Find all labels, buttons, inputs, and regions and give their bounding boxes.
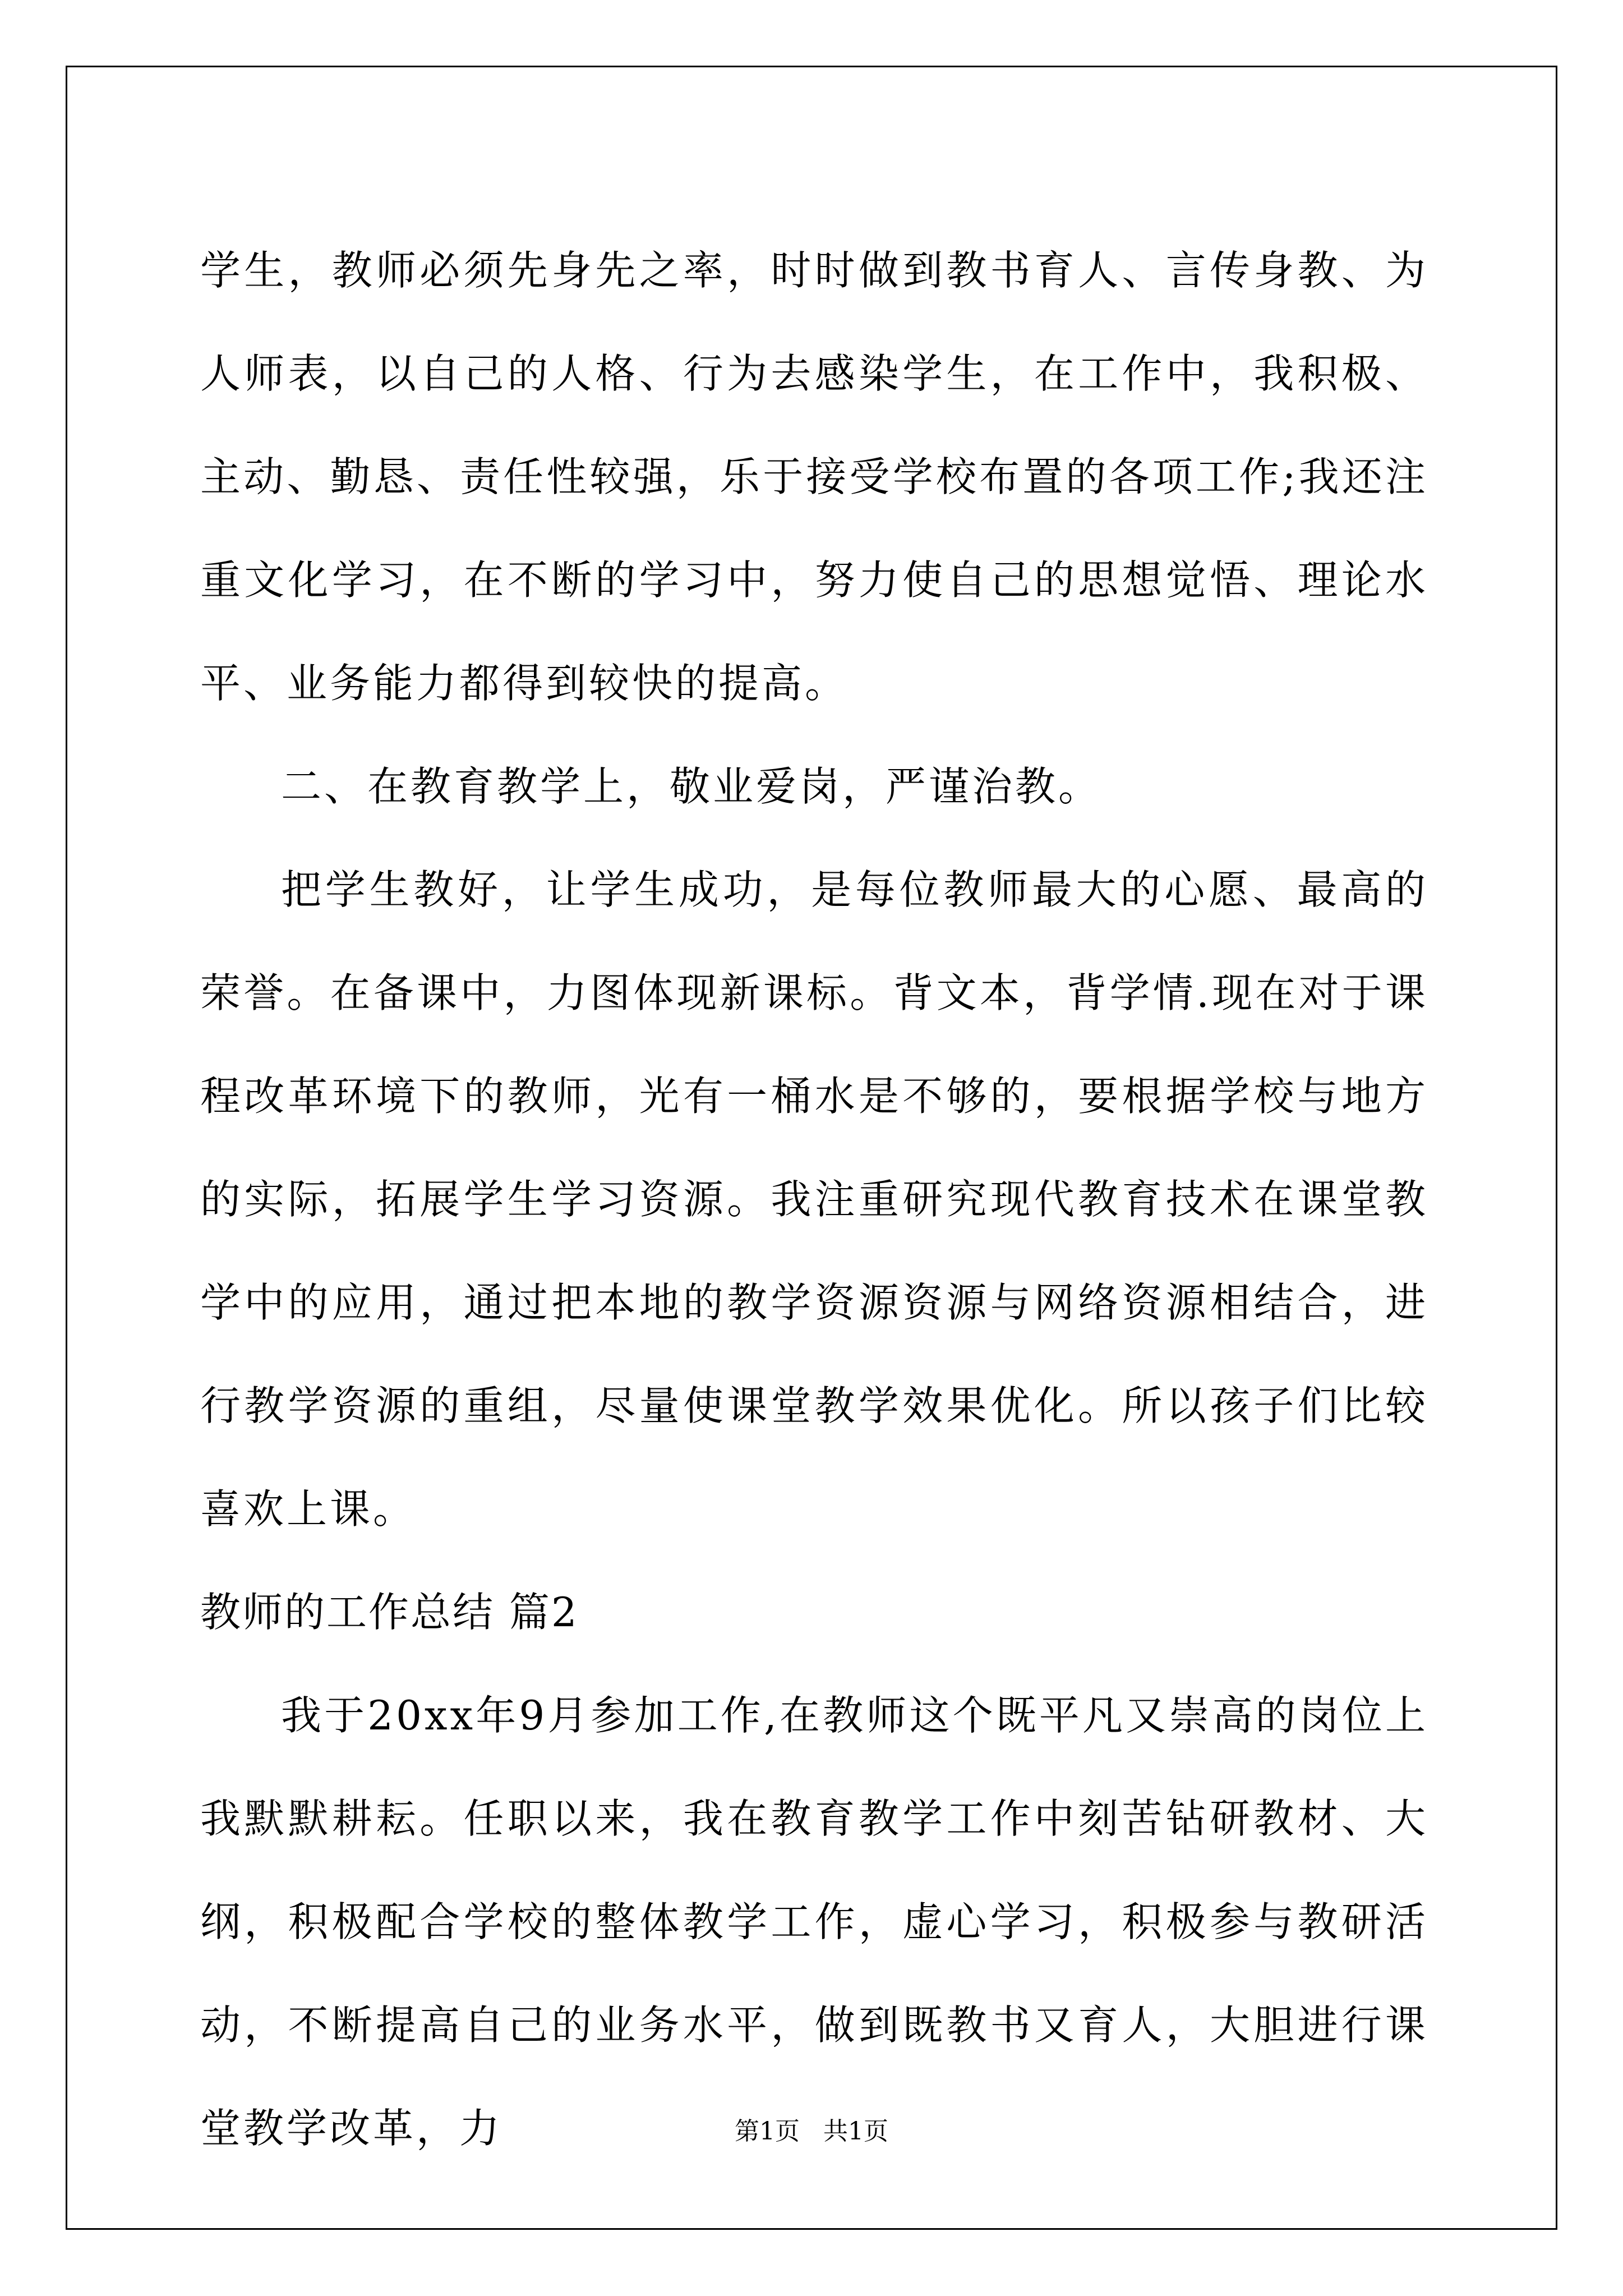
paragraph-2-heading: 二、在教育教学上，敬业爱岗，严谨治教。 [281, 763, 1102, 810]
section-paragraph-1: 我于20xx年9月参加工作,在教师这个既平凡又崇高的岗位上我默默耕耘。任职以来，我在教育教学工作中刻苦钻研教材、大纲，积极配合学校的整体教学工作，虚心学习，积极参与教研活动，不断提高自己的业务水平，做到既教书又育人，大胆进行课堂教学改革，力 [200, 1692, 1428, 2152]
paragraph-3: 把学生教好，让学生成功，是每位教师最大的心愿、最高的荣誉。在备课中，力图体现新课标。背文本，背学情.现在对于课程改革环境下的教师，光有一桶水是不够的，要根据学校与地方的实际，拓展学生学习资源。我注重研究现代教育技术在课堂教学中的应用，通过把本地的教学资源资源与网络资源相结合，进行教学资源的重组，尽量使课堂教学效果优化。所以孩子们比较喜欢上课。 [200, 866, 1428, 1533]
page-footer: 第1页 共1页 [735, 2117, 888, 2146]
document-body [200, 219, 1428, 2180]
section-heading: 教师的工作总结 篇2 [200, 1589, 579, 1636]
paragraph-1: 学生，教师必须先身先之率，时时做到教书育人、言传身教、为人师表，以自己的人格、行为去感染学生，在工作中，我积极、主动、勤恳、责任性较强，乐于接受学校布置的各项工作;我还注重文化学习，在不断的学习中，努力使自己的思想觉悟、理论水平、业务能力都得到较快的提高。 [200, 247, 1428, 707]
